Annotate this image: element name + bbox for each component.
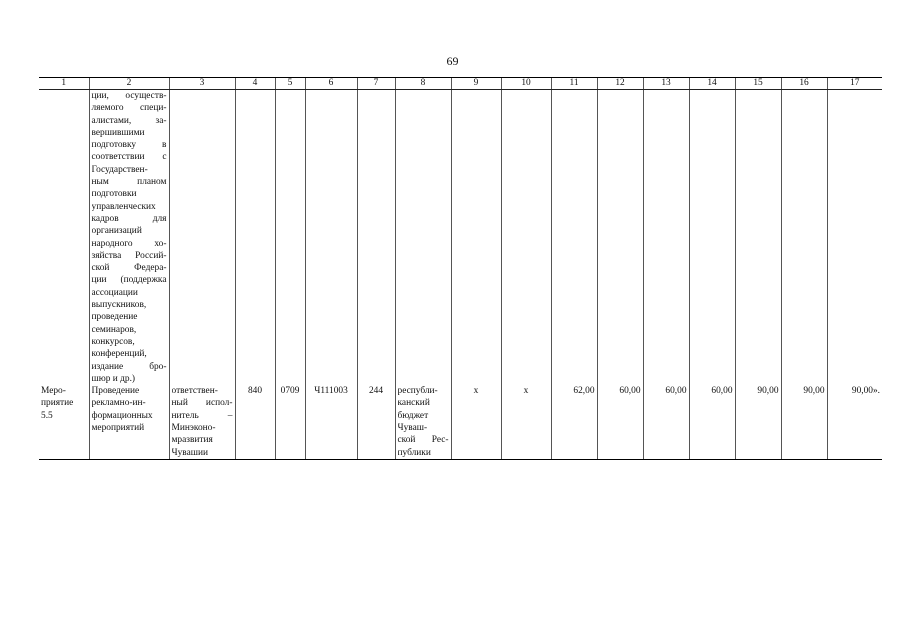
value-col16: 90,00 bbox=[781, 385, 827, 459]
measure-number bbox=[39, 385, 89, 459]
cell-text-line: бюджет bbox=[397, 410, 429, 421]
table-row bbox=[39, 385, 882, 459]
col-header: 3 bbox=[169, 78, 235, 90]
col-header: 8 bbox=[395, 78, 451, 90]
cell-text-line: ляемого специ- bbox=[91, 103, 167, 114]
cell-text-line: ской Рес- bbox=[397, 435, 449, 446]
header-row bbox=[39, 78, 882, 90]
value-col17: 90,00». bbox=[827, 385, 882, 459]
cell-text-line: алистами, за- bbox=[91, 115, 167, 126]
col-header: 11 bbox=[551, 78, 597, 90]
target-article-code: Ч111003 bbox=[305, 385, 357, 459]
cell-text-line: Минэконо- bbox=[171, 423, 216, 434]
cell-text-line: конкурсов, bbox=[91, 336, 135, 347]
cell-text-line: ции, осуществ- bbox=[91, 91, 167, 101]
grbs-code: 840 bbox=[235, 385, 275, 459]
value-col11: 62,00 bbox=[551, 385, 597, 459]
cell-text-line: ный испол- bbox=[171, 398, 233, 409]
cell-text-line: ассоциации bbox=[91, 287, 138, 298]
cell-text-line: подготовку в bbox=[91, 140, 167, 151]
continued-description bbox=[89, 90, 169, 386]
col-header: 13 bbox=[643, 78, 689, 90]
cell-text-line: публики bbox=[397, 447, 431, 458]
cell-text-line: Проведение bbox=[91, 386, 140, 397]
cell-text-line: мероприятий bbox=[91, 423, 145, 434]
cell-text-line: семинаров, bbox=[91, 324, 137, 335]
cell-text-line: Меро- bbox=[41, 386, 66, 397]
cell-text-line: издание бро- bbox=[91, 361, 167, 372]
cell-text-line: кадров для bbox=[91, 213, 167, 224]
cell-text-line: конференций, bbox=[91, 349, 147, 360]
value-col10: х bbox=[501, 385, 551, 459]
section-code: 0709 bbox=[275, 385, 305, 459]
cell-text-line: Чувашии bbox=[171, 447, 208, 458]
cell-text-line: 5.5 bbox=[41, 410, 53, 421]
col-header: 14 bbox=[689, 78, 735, 90]
value-col9: х bbox=[451, 385, 501, 459]
cell-text-line: рекламно-ин- bbox=[91, 398, 146, 409]
cell-text-line: выпускников, bbox=[91, 300, 147, 311]
cell-text-line: приятие bbox=[41, 398, 74, 409]
cell-text-line: канский bbox=[397, 398, 430, 409]
cell-text-line: шюр и др.) bbox=[91, 373, 136, 384]
value-col12: 60,00 bbox=[597, 385, 643, 459]
cell-text-line: вершившими bbox=[91, 127, 145, 138]
cell-text-line: формационных bbox=[91, 410, 153, 421]
col-header: 10 bbox=[501, 78, 551, 90]
cell-text-line: мразвития bbox=[171, 435, 213, 446]
col-header: 2 bbox=[89, 78, 169, 90]
col-header: 17 bbox=[827, 78, 882, 90]
continuation-row bbox=[39, 90, 882, 386]
cell-text-line: нитель – bbox=[171, 410, 233, 421]
col-header: 6 bbox=[305, 78, 357, 90]
col-header: 5 bbox=[275, 78, 305, 90]
cell-text-line: ответствен- bbox=[171, 386, 218, 397]
cell-text-line: проведение bbox=[91, 312, 138, 323]
responsible-executor bbox=[169, 385, 235, 459]
cell-text-line: управленческих bbox=[91, 201, 156, 212]
cell-text-line: республи- bbox=[397, 386, 438, 397]
expense-type-code: 244 bbox=[357, 385, 395, 459]
measure-name bbox=[89, 385, 169, 459]
col-header: 9 bbox=[451, 78, 501, 90]
funding-source bbox=[395, 385, 451, 459]
col-header: 16 bbox=[781, 78, 827, 90]
cell-text-line: зяйства Россий- bbox=[91, 250, 167, 261]
col-header: 7 bbox=[357, 78, 395, 90]
cell-text-line: ным планом bbox=[91, 177, 167, 188]
cell-text-line: Государствен- bbox=[91, 164, 148, 175]
value-col15: 90,00 bbox=[735, 385, 781, 459]
cell-text-line: организаций bbox=[91, 226, 142, 237]
value-col13: 60,00 bbox=[643, 385, 689, 459]
value-col14: 60,00 bbox=[689, 385, 735, 459]
budget-table bbox=[39, 77, 882, 460]
col-header: 4 bbox=[235, 78, 275, 90]
cell-text-line: народного хо- bbox=[91, 238, 167, 249]
page-number: 69 bbox=[446, 54, 459, 68]
cell-text-line: подготовки bbox=[91, 189, 137, 200]
cell-text-line: ской Федера- bbox=[91, 263, 167, 274]
col-header: 12 bbox=[597, 78, 643, 90]
cell-text-line: Чуваш- bbox=[397, 423, 428, 434]
col-header: 15 bbox=[735, 78, 781, 90]
col-header: 1 bbox=[39, 78, 89, 90]
cell-text-line: ции (поддержка bbox=[91, 275, 167, 286]
cell-text-line: соответствии с bbox=[91, 152, 167, 163]
